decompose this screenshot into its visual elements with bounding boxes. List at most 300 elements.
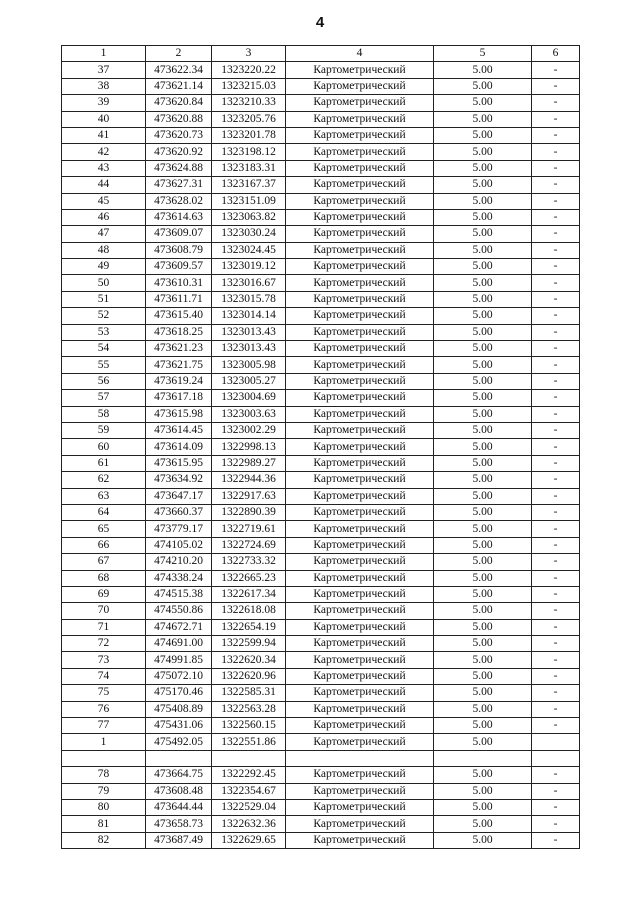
- note-cell: -: [532, 554, 580, 570]
- y-coordinate-cell: 1323030.24: [212, 226, 286, 242]
- accuracy-cell: [434, 750, 532, 766]
- accuracy-cell: 5.00: [434, 357, 532, 373]
- note-cell: -: [532, 291, 580, 307]
- accuracy-cell: 5.00: [434, 816, 532, 832]
- table-row: [62, 209, 580, 225]
- table-row: [62, 537, 580, 553]
- y-coordinate-cell: 1323210.33: [212, 95, 286, 111]
- method-cell: Картометрический: [286, 488, 434, 504]
- x-coordinate-cell: 473609.07: [146, 226, 212, 242]
- table-row: [62, 291, 580, 307]
- method-cell: Картометрический: [286, 832, 434, 848]
- point-number-cell: 78: [62, 767, 146, 783]
- accuracy-cell: 5.00: [434, 406, 532, 422]
- table-row: [62, 554, 580, 570]
- accuracy-cell: 5.00: [434, 767, 532, 783]
- point-number-cell: 54: [62, 341, 146, 357]
- table-row: [62, 144, 580, 160]
- accuracy-cell: 5.00: [434, 291, 532, 307]
- method-cell: Картометрический: [286, 586, 434, 602]
- method-cell: Картометрический: [286, 127, 434, 143]
- accuracy-cell: 5.00: [434, 62, 532, 78]
- y-coordinate-cell: 1322654.19: [212, 619, 286, 635]
- point-number-cell: 40: [62, 111, 146, 127]
- point-number-cell: 59: [62, 422, 146, 438]
- x-coordinate-cell: 473614.63: [146, 209, 212, 225]
- table-row: [62, 718, 580, 734]
- table-row: [62, 341, 580, 357]
- method-cell: Картометрический: [286, 767, 434, 783]
- point-number-cell: 58: [62, 406, 146, 422]
- y-coordinate-cell: 1323198.12: [212, 144, 286, 160]
- accuracy-cell: 5.00: [434, 685, 532, 701]
- table-row: [62, 78, 580, 94]
- table-row: [62, 701, 580, 717]
- point-number-cell: 61: [62, 455, 146, 471]
- table-row: [62, 521, 580, 537]
- table-row: [62, 193, 580, 209]
- x-coordinate-cell: 473619.24: [146, 373, 212, 389]
- accuracy-cell: 5.00: [434, 439, 532, 455]
- accuracy-cell: 5.00: [434, 127, 532, 143]
- table-row: [62, 570, 580, 586]
- y-coordinate-cell: 1322733.32: [212, 554, 286, 570]
- y-coordinate-cell: 1322998.13: [212, 439, 286, 455]
- y-coordinate-cell: 1323019.12: [212, 259, 286, 275]
- y-coordinate-cell: 1323220.22: [212, 62, 286, 78]
- point-number-cell: 50: [62, 275, 146, 291]
- method-cell: Картометрический: [286, 422, 434, 438]
- point-number-cell: 66: [62, 537, 146, 553]
- note-cell: [532, 734, 580, 750]
- table-row: [62, 406, 580, 422]
- point-number-cell: 57: [62, 390, 146, 406]
- table-row: [62, 652, 580, 668]
- accuracy-cell: 5.00: [434, 504, 532, 520]
- table-row: [62, 275, 580, 291]
- x-coordinate-cell: 475408.89: [146, 701, 212, 717]
- y-coordinate-cell: 1322560.15: [212, 718, 286, 734]
- method-cell: Картометрический: [286, 95, 434, 111]
- column-header: 3: [212, 46, 286, 62]
- point-number-cell: 52: [62, 308, 146, 324]
- point-number-cell: 75: [62, 685, 146, 701]
- method-cell: Картометрический: [286, 406, 434, 422]
- x-coordinate-cell: 473611.71: [146, 291, 212, 307]
- method-cell: Картометрический: [286, 668, 434, 684]
- note-cell: -: [532, 193, 580, 209]
- x-coordinate-cell: 473627.31: [146, 177, 212, 193]
- method-cell: Картометрический: [286, 160, 434, 176]
- y-coordinate-cell: 1322620.34: [212, 652, 286, 668]
- x-coordinate-cell: 475072.10: [146, 668, 212, 684]
- y-coordinate-cell: 1323205.76: [212, 111, 286, 127]
- method-cell: Картометрический: [286, 816, 434, 832]
- table-row: [62, 767, 580, 783]
- y-coordinate-cell: 1322617.34: [212, 586, 286, 602]
- table-row: [62, 636, 580, 652]
- method-cell: Картометрический: [286, 177, 434, 193]
- accuracy-cell: 5.00: [434, 422, 532, 438]
- x-coordinate-cell: 473614.45: [146, 422, 212, 438]
- y-coordinate-cell: 1323002.29: [212, 422, 286, 438]
- table-row: [62, 619, 580, 635]
- table-row: [62, 504, 580, 520]
- method-cell: Картометрический: [286, 685, 434, 701]
- table-row: [62, 734, 580, 750]
- accuracy-cell: 5.00: [434, 95, 532, 111]
- point-number-cell: [62, 750, 146, 766]
- y-coordinate-cell: 1323024.45: [212, 242, 286, 258]
- table-row: [62, 422, 580, 438]
- point-number-cell: 68: [62, 570, 146, 586]
- accuracy-cell: 5.00: [434, 734, 532, 750]
- method-cell: Картометрический: [286, 226, 434, 242]
- method-cell: Картометрический: [286, 718, 434, 734]
- point-number-cell: 44: [62, 177, 146, 193]
- table-row: [62, 799, 580, 815]
- note-cell: -: [532, 652, 580, 668]
- y-coordinate-cell: 1323183.31: [212, 160, 286, 176]
- x-coordinate-cell: [146, 750, 212, 766]
- point-number-cell: 1: [62, 734, 146, 750]
- point-number-cell: 72: [62, 636, 146, 652]
- y-coordinate-cell: 1322890.39: [212, 504, 286, 520]
- note-cell: -: [532, 636, 580, 652]
- point-number-cell: 47: [62, 226, 146, 242]
- point-number-cell: 64: [62, 504, 146, 520]
- y-coordinate-cell: 1323215.03: [212, 78, 286, 94]
- accuracy-cell: 5.00: [434, 259, 532, 275]
- table-row: [62, 472, 580, 488]
- y-coordinate-cell: 1322632.36: [212, 816, 286, 832]
- method-cell: Картометрический: [286, 554, 434, 570]
- y-coordinate-cell: 1322599.94: [212, 636, 286, 652]
- table-row: [62, 324, 580, 340]
- point-number-cell: 80: [62, 799, 146, 815]
- accuracy-cell: 5.00: [434, 209, 532, 225]
- method-cell: Картометрический: [286, 799, 434, 815]
- method-cell: Картометрический: [286, 390, 434, 406]
- x-coordinate-cell: 474210.20: [146, 554, 212, 570]
- point-number-cell: 63: [62, 488, 146, 504]
- x-coordinate-cell: 474105.02: [146, 537, 212, 553]
- table-row: [62, 357, 580, 373]
- column-header: 1: [62, 46, 146, 62]
- x-coordinate-cell: 473779.17: [146, 521, 212, 537]
- note-cell: -: [532, 472, 580, 488]
- table-row: [62, 783, 580, 799]
- table-body: [62, 62, 580, 849]
- method-cell: Картометрический: [286, 209, 434, 225]
- note-cell: -: [532, 586, 580, 602]
- x-coordinate-cell: 473617.18: [146, 390, 212, 406]
- accuracy-cell: 5.00: [434, 832, 532, 848]
- method-cell: Картометрический: [286, 636, 434, 652]
- note-cell: -: [532, 341, 580, 357]
- method-cell: Картометрический: [286, 521, 434, 537]
- point-number-cell: 46: [62, 209, 146, 225]
- table-row: [62, 62, 580, 78]
- note-cell: -: [532, 275, 580, 291]
- point-number-cell: 55: [62, 357, 146, 373]
- accuracy-cell: 5.00: [434, 586, 532, 602]
- accuracy-cell: 5.00: [434, 242, 532, 258]
- point-number-cell: 39: [62, 95, 146, 111]
- x-coordinate-cell: 473609.57: [146, 259, 212, 275]
- accuracy-cell: 5.00: [434, 488, 532, 504]
- method-cell: Картометрический: [286, 62, 434, 78]
- note-cell: -: [532, 226, 580, 242]
- note-cell: -: [532, 816, 580, 832]
- note-cell: -: [532, 488, 580, 504]
- x-coordinate-cell: 474515.38: [146, 586, 212, 602]
- note-cell: -: [532, 701, 580, 717]
- column-header: 4: [286, 46, 434, 62]
- y-coordinate-cell: 1323201.78: [212, 127, 286, 143]
- point-number-cell: 74: [62, 668, 146, 684]
- y-coordinate-cell: 1323151.09: [212, 193, 286, 209]
- coordinates-table: [61, 45, 580, 849]
- note-cell: -: [532, 668, 580, 684]
- method-cell: Картометрический: [286, 242, 434, 258]
- note-cell: -: [532, 127, 580, 143]
- x-coordinate-cell: 473660.37: [146, 504, 212, 520]
- accuracy-cell: 5.00: [434, 554, 532, 570]
- note-cell: -: [532, 455, 580, 471]
- column-header: 6: [532, 46, 580, 62]
- accuracy-cell: 5.00: [434, 521, 532, 537]
- note-cell: [532, 750, 580, 766]
- x-coordinate-cell: 473608.79: [146, 242, 212, 258]
- point-number-cell: 73: [62, 652, 146, 668]
- point-number-cell: 38: [62, 78, 146, 94]
- accuracy-cell: 5.00: [434, 144, 532, 160]
- y-coordinate-cell: 1322529.04: [212, 799, 286, 815]
- point-number-cell: 56: [62, 373, 146, 389]
- y-coordinate-cell: 1322354.67: [212, 783, 286, 799]
- method-cell: Картометрический: [286, 701, 434, 717]
- y-coordinate-cell: 1322917.63: [212, 488, 286, 504]
- y-coordinate-cell: 1322551.86: [212, 734, 286, 750]
- x-coordinate-cell: 473620.84: [146, 95, 212, 111]
- table-row: [62, 390, 580, 406]
- page-number: 4: [315, 14, 325, 31]
- x-coordinate-cell: 473621.23: [146, 341, 212, 357]
- accuracy-cell: 5.00: [434, 78, 532, 94]
- x-coordinate-cell: 473644.44: [146, 799, 212, 815]
- accuracy-cell: 5.00: [434, 308, 532, 324]
- y-coordinate-cell: 1323003.63: [212, 406, 286, 422]
- note-cell: -: [532, 78, 580, 94]
- note-cell: -: [532, 570, 580, 586]
- note-cell: -: [532, 685, 580, 701]
- x-coordinate-cell: 473687.49: [146, 832, 212, 848]
- y-coordinate-cell: 1323013.43: [212, 324, 286, 340]
- accuracy-cell: 5.00: [434, 783, 532, 799]
- method-cell: Картометрический: [286, 308, 434, 324]
- accuracy-cell: 5.00: [434, 373, 532, 389]
- note-cell: -: [532, 439, 580, 455]
- accuracy-cell: 5.00: [434, 160, 532, 176]
- point-number-cell: 76: [62, 701, 146, 717]
- table-row: [62, 373, 580, 389]
- note-cell: -: [532, 242, 580, 258]
- accuracy-cell: 5.00: [434, 390, 532, 406]
- x-coordinate-cell: 475492.05: [146, 734, 212, 750]
- method-cell: Картометрический: [286, 78, 434, 94]
- note-cell: -: [532, 324, 580, 340]
- note-cell: -: [532, 406, 580, 422]
- point-number-cell: 49: [62, 259, 146, 275]
- method-cell: Картометрический: [286, 341, 434, 357]
- method-cell: Картометрический: [286, 439, 434, 455]
- x-coordinate-cell: 474338.24: [146, 570, 212, 586]
- point-number-cell: 41: [62, 127, 146, 143]
- note-cell: -: [532, 504, 580, 520]
- x-coordinate-cell: 473664.75: [146, 767, 212, 783]
- accuracy-cell: 5.00: [434, 701, 532, 717]
- y-coordinate-cell: [212, 750, 286, 766]
- note-cell: -: [532, 390, 580, 406]
- table-row: [62, 750, 580, 766]
- table-row: [62, 95, 580, 111]
- point-number-cell: 71: [62, 619, 146, 635]
- method-cell: Картометрический: [286, 504, 434, 520]
- table-row: [62, 127, 580, 143]
- x-coordinate-cell: 473622.34: [146, 62, 212, 78]
- y-coordinate-cell: 1322585.31: [212, 685, 286, 701]
- x-coordinate-cell: 473620.88: [146, 111, 212, 127]
- x-coordinate-cell: 473634.92: [146, 472, 212, 488]
- method-cell: Картометрический: [286, 455, 434, 471]
- point-number-cell: 60: [62, 439, 146, 455]
- column-header: 5: [434, 46, 532, 62]
- note-cell: -: [532, 259, 580, 275]
- accuracy-cell: 5.00: [434, 668, 532, 684]
- x-coordinate-cell: 473615.40: [146, 308, 212, 324]
- table-row: [62, 488, 580, 504]
- method-cell: Картометрический: [286, 193, 434, 209]
- accuracy-cell: 5.00: [434, 226, 532, 242]
- y-coordinate-cell: 1323016.67: [212, 275, 286, 291]
- note-cell: -: [532, 95, 580, 111]
- note-cell: -: [532, 832, 580, 848]
- point-number-cell: 77: [62, 718, 146, 734]
- x-coordinate-cell: 474691.00: [146, 636, 212, 652]
- x-coordinate-cell: 473624.88: [146, 160, 212, 176]
- y-coordinate-cell: 1322719.61: [212, 521, 286, 537]
- note-cell: -: [532, 177, 580, 193]
- note-cell: -: [532, 422, 580, 438]
- point-number-cell: 45: [62, 193, 146, 209]
- method-cell: Картометрический: [286, 357, 434, 373]
- x-coordinate-cell: 473621.75: [146, 357, 212, 373]
- table-row: [62, 308, 580, 324]
- point-number-cell: 81: [62, 816, 146, 832]
- x-coordinate-cell: 473618.25: [146, 324, 212, 340]
- y-coordinate-cell: 1323005.98: [212, 357, 286, 373]
- x-coordinate-cell: 473615.95: [146, 455, 212, 471]
- x-coordinate-cell: 473647.17: [146, 488, 212, 504]
- x-coordinate-cell: 473610.31: [146, 275, 212, 291]
- table-row: [62, 455, 580, 471]
- note-cell: -: [532, 521, 580, 537]
- x-coordinate-cell: 474550.86: [146, 603, 212, 619]
- note-cell: -: [532, 783, 580, 799]
- note-cell: -: [532, 603, 580, 619]
- method-cell: Картометрический: [286, 619, 434, 635]
- method-cell: Картометрический: [286, 324, 434, 340]
- table-row: [62, 586, 580, 602]
- table-row: [62, 259, 580, 275]
- y-coordinate-cell: 1323167.37: [212, 177, 286, 193]
- x-coordinate-cell: 475431.06: [146, 718, 212, 734]
- y-coordinate-cell: 1322665.23: [212, 570, 286, 586]
- method-cell: Картометрический: [286, 259, 434, 275]
- note-cell: -: [532, 718, 580, 734]
- y-coordinate-cell: 1322618.08: [212, 603, 286, 619]
- method-cell: Картометрический: [286, 783, 434, 799]
- y-coordinate-cell: 1323004.69: [212, 390, 286, 406]
- point-number-cell: 70: [62, 603, 146, 619]
- method-cell: Картометрический: [286, 652, 434, 668]
- accuracy-cell: 5.00: [434, 472, 532, 488]
- x-coordinate-cell: 473621.14: [146, 78, 212, 94]
- point-number-cell: 43: [62, 160, 146, 176]
- point-number-cell: 69: [62, 586, 146, 602]
- table-row: [62, 685, 580, 701]
- accuracy-cell: 5.00: [434, 177, 532, 193]
- table-row: [62, 439, 580, 455]
- point-number-cell: 37: [62, 62, 146, 78]
- point-number-cell: 51: [62, 291, 146, 307]
- y-coordinate-cell: 1322563.28: [212, 701, 286, 717]
- y-coordinate-cell: 1323063.82: [212, 209, 286, 225]
- note-cell: -: [532, 308, 580, 324]
- point-number-cell: 62: [62, 472, 146, 488]
- accuracy-cell: 5.00: [434, 324, 532, 340]
- method-cell: Картометрический: [286, 144, 434, 160]
- y-coordinate-cell: 1322989.27: [212, 455, 286, 471]
- x-coordinate-cell: 473615.98: [146, 406, 212, 422]
- method-cell: Картометрический: [286, 111, 434, 127]
- accuracy-cell: 5.00: [434, 799, 532, 815]
- accuracy-cell: 5.00: [434, 275, 532, 291]
- y-coordinate-cell: 1323005.27: [212, 373, 286, 389]
- table-header-row: [62, 46, 580, 62]
- x-coordinate-cell: 474672.71: [146, 619, 212, 635]
- method-cell: Картометрический: [286, 570, 434, 586]
- accuracy-cell: 5.00: [434, 652, 532, 668]
- table-row: [62, 226, 580, 242]
- y-coordinate-cell: 1323013.43: [212, 341, 286, 357]
- accuracy-cell: 5.00: [434, 603, 532, 619]
- x-coordinate-cell: 473608.48: [146, 783, 212, 799]
- x-coordinate-cell: 473614.09: [146, 439, 212, 455]
- accuracy-cell: 5.00: [434, 193, 532, 209]
- table-row: [62, 603, 580, 619]
- y-coordinate-cell: 1322629.65: [212, 832, 286, 848]
- table-row: [62, 177, 580, 193]
- accuracy-cell: 5.00: [434, 341, 532, 357]
- y-coordinate-cell: 1322944.36: [212, 472, 286, 488]
- y-coordinate-cell: 1322620.96: [212, 668, 286, 684]
- note-cell: -: [532, 619, 580, 635]
- point-number-cell: 79: [62, 783, 146, 799]
- table-row: [62, 816, 580, 832]
- accuracy-cell: 5.00: [434, 718, 532, 734]
